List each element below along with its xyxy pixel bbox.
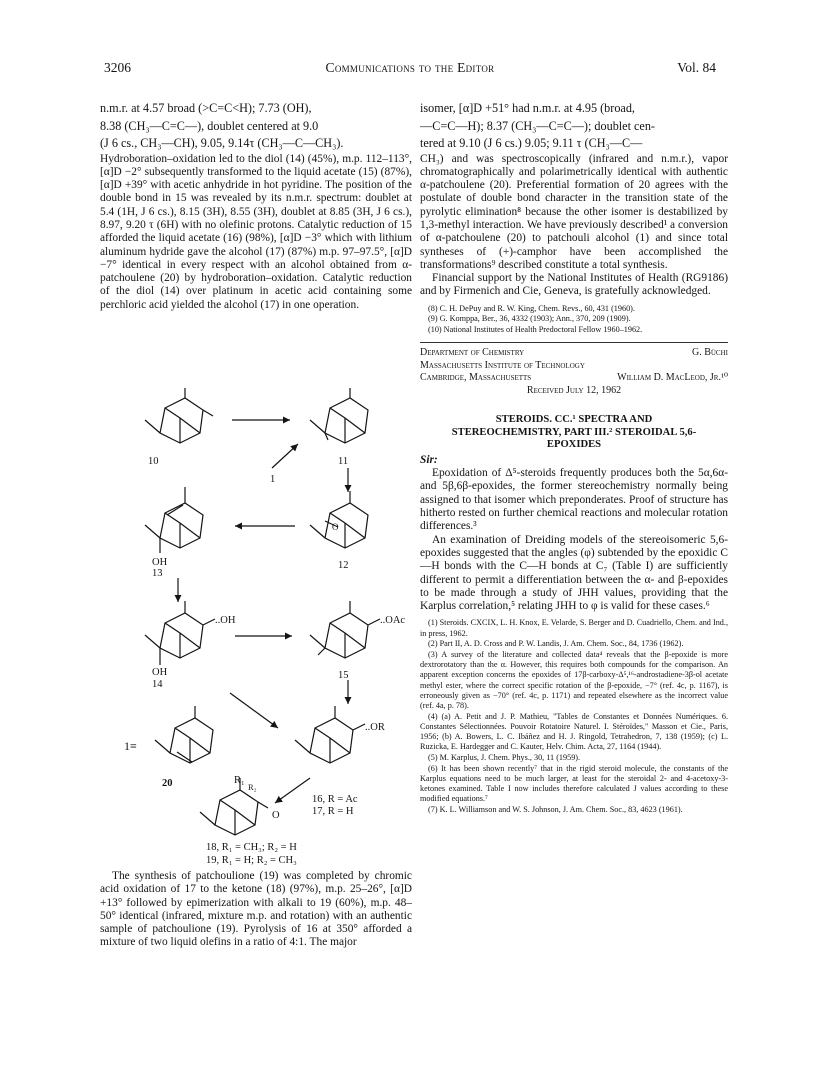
isomer-line-3: tered at 9.10 (J 6 cs.) 9.05; 9.11 τ (CH₃—C— [420,136,643,150]
footnote-3: (3) A survey of the literature and collected data⁴ reveals that the β-epoxide is more dextrorotatory than the α. However, this requires both compounds for the comparison. An apparent exception concerns the epoxides of 17β-carboxy-Δ⁵,¹⁶-androstadiene-3β-ol acetate methyl ester, where the correct specific rotation of the β-epoxide, −7° (ref. 4c, p. 1167), is erroneously given as −70° (ref. 4c, p. 1171) and repeated elsewhere as the incorrect value (ref. 4a, p. 78). [420,650,728,711]
volume-label: Vol. 84 [677,60,716,75]
footnote-1: (1) Steroids. CXCIX, L. H. Knox, E. Velarde, S. Berger and D. Cuadriello, Chem. and Ind., in press, 1962. [420,618,728,638]
label-r2: R₂ [248,782,257,792]
hydroboration-paragraph: Hydroboration–oxidation led to the diol (14) (45%), m.p. 112–113°, [α]D −2° subsequently transformed to the liquid acetate (15) (87%), [α]D +39° with acetic anhydride in hot pyridine. The position of the double bond in 15 was revealed by its n.m.r. spectrum: doublet at 5.4 (1H, J 6 cs.), 8.15 (3H), 8.55 (3H), doublet at 8.85 (3H, J 6 cs.), 8.97, 9.20 τ (6H) with no olefinic protons. Catalytic reduction of 15 afforded the liquid acetate (16) (98%), [α]D −3° which with lithium aluminum hydride gave the alcohol (17) (87%) m.p. 97–97.5°, [α]D −7° identical in every respect with an alcohol obtained from α-patchoulene (20) by hydroboration–oxidation. Catalytic reduction of the diol (14) over platinum in acetic acid containing some perchloric acid yielded the alcohol (17) in one operation. [100,152,412,311]
footnote-9: (9) G. Komppa, Ber., 36, 4332 (1903); Ann., 370, 209 (1909). [428,314,631,324]
label-14: 14 [152,679,163,690]
author-buchi: G. Büchi [691,347,728,359]
running-title: Communications to the Editor [325,60,495,75]
affiliation-city: Cambridge, Massachusetts [420,372,532,384]
arrow-14-17 [230,693,278,728]
label-oh-14: OH [152,667,168,678]
label-dot-oac: ..OAc [380,615,406,626]
label-15: 15 [338,670,349,681]
author-macleod: William D. MacLeod, Jr.¹⁰ [617,372,728,384]
nmr-line-1: n.m.r. at 4.57 broad (>C=C<H); 7.73 (OH), [100,101,312,115]
label-r1: R₁ [234,775,245,786]
page-number: 3206 [104,60,131,75]
left-column [100,100,412,312]
footnote-5: (5) M. Karplus, J. Chem. Phys., 30, 11 (1959). [428,753,581,763]
structure-20 [155,706,213,763]
footnotes-2 [420,618,728,815]
affiliation-block [420,342,728,397]
salutation: Sir: [420,453,438,466]
received-date: Received July 12, 1962 [526,384,622,396]
page-header [104,60,716,82]
footnotes-1 [420,304,728,336]
structure-15 [310,601,380,658]
label-18: 18, R₁ = CH₃; R₂ = H [206,842,297,853]
reaction-scheme [100,378,412,866]
label-12: 12 [338,560,349,571]
isomer-paragraph: CH₃) and was spectroscopically (infrared and n.m.r.), vapor chromatographically and polarimetrically identical with authentic α-patchoulene (20). Preferential formation of 20 agrees with the postulate of double bond character in the transition state of the pyrolytic elimination⁸ because the other isomer is destabilized by 1,3-methyl interaction. We have previously described¹ a conversion of α-patchoulene (20) to patchouli alcohol (1) and since total syntheses of (+)-camphor have been accomplished the transformations⁹ described constitute a total synthesis. [420,152,728,271]
dreiding-paragraph: An examination of Dreiding models of the stereoisomeric 5,6-epoxides suggested that the angles (φ) subtended by the epoxidic C—H bonds with the C—H bonds at C₇ (Table I) are sufficiently different to permit a differentiation between the α- and β-epoxides to be made through a study of JHH values, providing that the Karplus correlation,⁵ relating JHH to φ is valid for these cases.⁶ [420,533,728,613]
acknowledgement: Financial support by the National Institutes of Health (RG9186) and by Firmenich and Cie, Geneva, is gratefully acknowledged. [420,272,728,298]
arrow-17-18 [275,778,310,803]
footnote-10: (10) National Institutes of Health Predoctoral Fellow 1960–1962. [428,325,643,335]
structure-13 [145,487,203,553]
isomer-line-2: —C=C—H); 8.37 (CH₃—C=C—); doublet cen- [420,118,655,133]
right-column [420,100,728,816]
label-17: 17, R = H [312,806,354,817]
label-16: 16, R = Ac [312,794,358,805]
label-one-equiv: 1≡ [124,739,137,753]
label-dot-or: ..OR [365,722,385,733]
label-oh-13: OH [152,557,168,568]
footnote-7: (7) K. L. Williamson and W. S. Johnson, J. Am. Chem. Soc., 83, 4623 (1961). [428,805,683,815]
epoxidation-paragraph: Epoxidation of Δ⁵-steroids frequently produces both the 5α,6α- and 5β,6β-epoxides, the former stereochemistry normally being assigned to that isomer which preponderates. Proof of structure has hitherto rested on further chemical reactions and molecular rotation differences.³ [420,467,728,533]
label-ketone-o: O [272,810,280,821]
structure-10 [145,388,213,443]
footnote-2: (2) Part II, A. D. Cross and P. W. Landis, J. Am. Chem. Soc., 84, 1736 (1962). [428,639,684,649]
arrow-1-11 [272,444,298,468]
footnote-4: (4) (a) A. Petit and J. P. Mathieu, "Tables de Constantes et Données Numériques. 6. Constantes Sélectionnées. Pouvoir Rotatoire Naturel. I. Stéroïdes," Masson et Cie., Paris, 1956; (b) A. Bowers, L. C. Ibáñez and H. J. Ringold, Tetrahedron, 7, 138 (1959); (c) L. Ruzicka, E. Hardegger and C. Kauter, Helv. Chim. Acta, 27, 1164 (1944). [420,711,728,752]
affiliation-institute: Massachusetts Institute of Technology [420,359,585,371]
label-10: 10 [148,456,159,467]
footnote-6: (6) It has been shown recently⁷ that in the rigid steroid molecule, the constants of the Karplus equations need to be much larger, at least for the steroidal 2- and 4-acetoxy-3-ketones examined. Table I now includes therefore calculated J values according to these modified equations.⁷ [420,763,728,804]
label-1: 1 [270,474,276,485]
affiliation-dept: Department of Chemistry [420,347,525,359]
nmr-line-2: 8.38 (CH₃—C=C—), doublet centered at 9.0 [100,118,319,133]
article-title: STEROIDS. CC.¹ SPECTRA AND STEREOCHEMISTRY, PART III.² STEROIDAL 5,6-EPOXIDES [451,414,697,451]
scheme-svg [100,378,412,866]
label-epoxide-o: O [332,522,339,532]
left-column-bottom [100,870,412,950]
label-19: 19, R₁ = H; R₂ = CH₃ [206,855,297,866]
structure-12 [310,491,368,548]
label-20: 20 [162,778,173,789]
isomer-line-1: isomer, [α]D +51° had n.m.r. at 4.95 (broad, [420,101,635,115]
label-11: 11 [338,456,349,467]
footnote-8: (8) C. H. DePuy and R. W. King, Chem. Revs., 60, 431 (1960). [428,303,635,313]
structure-18-19 [200,778,268,835]
label-dot-oh: ..OH [215,615,236,626]
nmr-line-3: (J 6 cs., CH₃—CH), 9.05, 9.14τ (CH₃—C—CH₃). [100,136,344,150]
label-13: 13 [152,568,163,579]
structure-16-17 [295,706,365,763]
patchoulione-paragraph: The synthesis of patchoulione (19) was completed by chromic acid oxidation of 17 to the ketone (18) (97%), m.p. 25–26°, [α]D +13° followed by epimerization with alkali to 19 (60%), m.p. 48–50° identical (infrared, mixture m.p. and rotation) with an authentic sample of patchoulione (19). Pyrolysis of 16 at 350° afforded a mixture of two liquid olefins in a ratio of 4:1. The major [100,870,412,949]
structure-11 [310,388,368,443]
structure-14 [145,601,215,665]
